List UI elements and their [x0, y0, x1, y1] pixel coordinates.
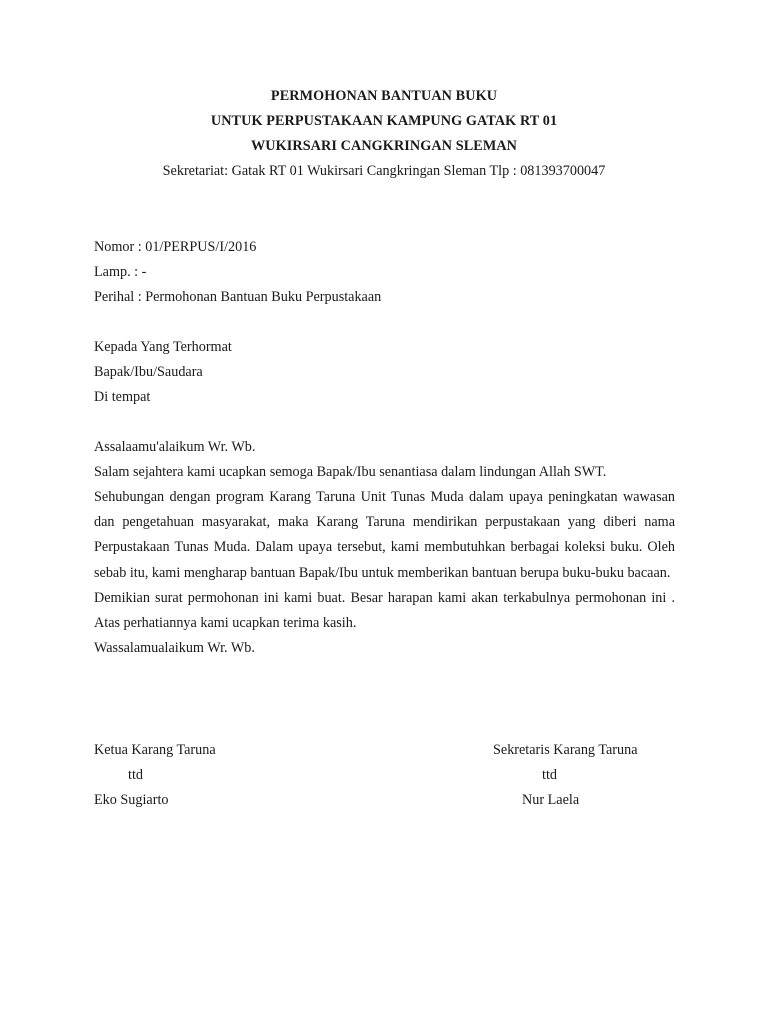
signature-right	[493, 738, 638, 813]
signature-left	[94, 738, 216, 813]
letter-number: Nomor : 01/PERPUS/I/2016	[94, 239, 257, 255]
secretariat-address: Sekretariat: Gatak RT 01 Wukirsari Cangkringan Sleman Tlp : 081393700047	[162, 163, 606, 179]
letter-subject: Perihal : Permohonan Bantuan Buku Perpustakaan	[94, 289, 382, 305]
signer-title-right: Sekretaris Karang Taruna	[493, 742, 638, 758]
letterhead	[0, 84, 768, 184]
letter-location: WUKIRSARI CANGKRINGAN SLEMAN	[250, 138, 518, 154]
signer-name-left: Eko Sugiarto	[94, 792, 169, 808]
body-paragraph-main: Sehubungan dengan program Karang Taruna Unit Tunas Muda dalam upaya peningkatan wawasan dan pengetahuan masyarakat, maka Karang Taruna mendirikan perpustakaan yang diberi nama Perpustakaan Tunas Muda. Dalam upaya tersebut, kami membutuhkan berbagai koleksi buku. Oleh sebab itu, kami mengharap bantuan Bapak/Ibu untuk memberikan bantuan berupa buku-buku bacaan.	[94, 489, 675, 581]
closing-greeting: Wassalamualaikum Wr. Wb.	[94, 640, 255, 657]
opening-greeting: Assalaamu'alaikum Wr. Wb.	[94, 439, 256, 455]
signer-name-right: Nur Laela	[522, 792, 580, 808]
recipient-salutation: Kepada Yang Terhormat	[94, 339, 232, 355]
letter-body	[94, 235, 675, 661]
signature-mark-right: ttd	[542, 767, 557, 783]
signature-mark-left: ttd	[128, 767, 143, 783]
recipient-name: Bapak/Ibu/Saudara	[94, 364, 203, 380]
salam-line: Salam sejahtera kami ucapkan semoga Bapak/Ibu senantiasa dalam lindungan Allah SWT.	[94, 464, 607, 480]
letter-title: PERMOHONAN BANTUAN BUKU	[270, 88, 498, 104]
letter-subtitle: UNTUK PERPUSTAKAAN KAMPUNG GATAK RT 01	[210, 113, 558, 129]
signer-title-left: Ketua Karang Taruna	[94, 742, 216, 758]
letter-attachment: Lamp. : -	[94, 264, 147, 280]
recipient-place: Di tempat	[94, 389, 151, 405]
body-paragraph-closing: Demikian surat permohonan ini kami buat. Besar harapan kami akan terkabulnya permohonan ini . Atas perhatiannya kami ucapkan terima kasih.	[94, 589, 675, 632]
